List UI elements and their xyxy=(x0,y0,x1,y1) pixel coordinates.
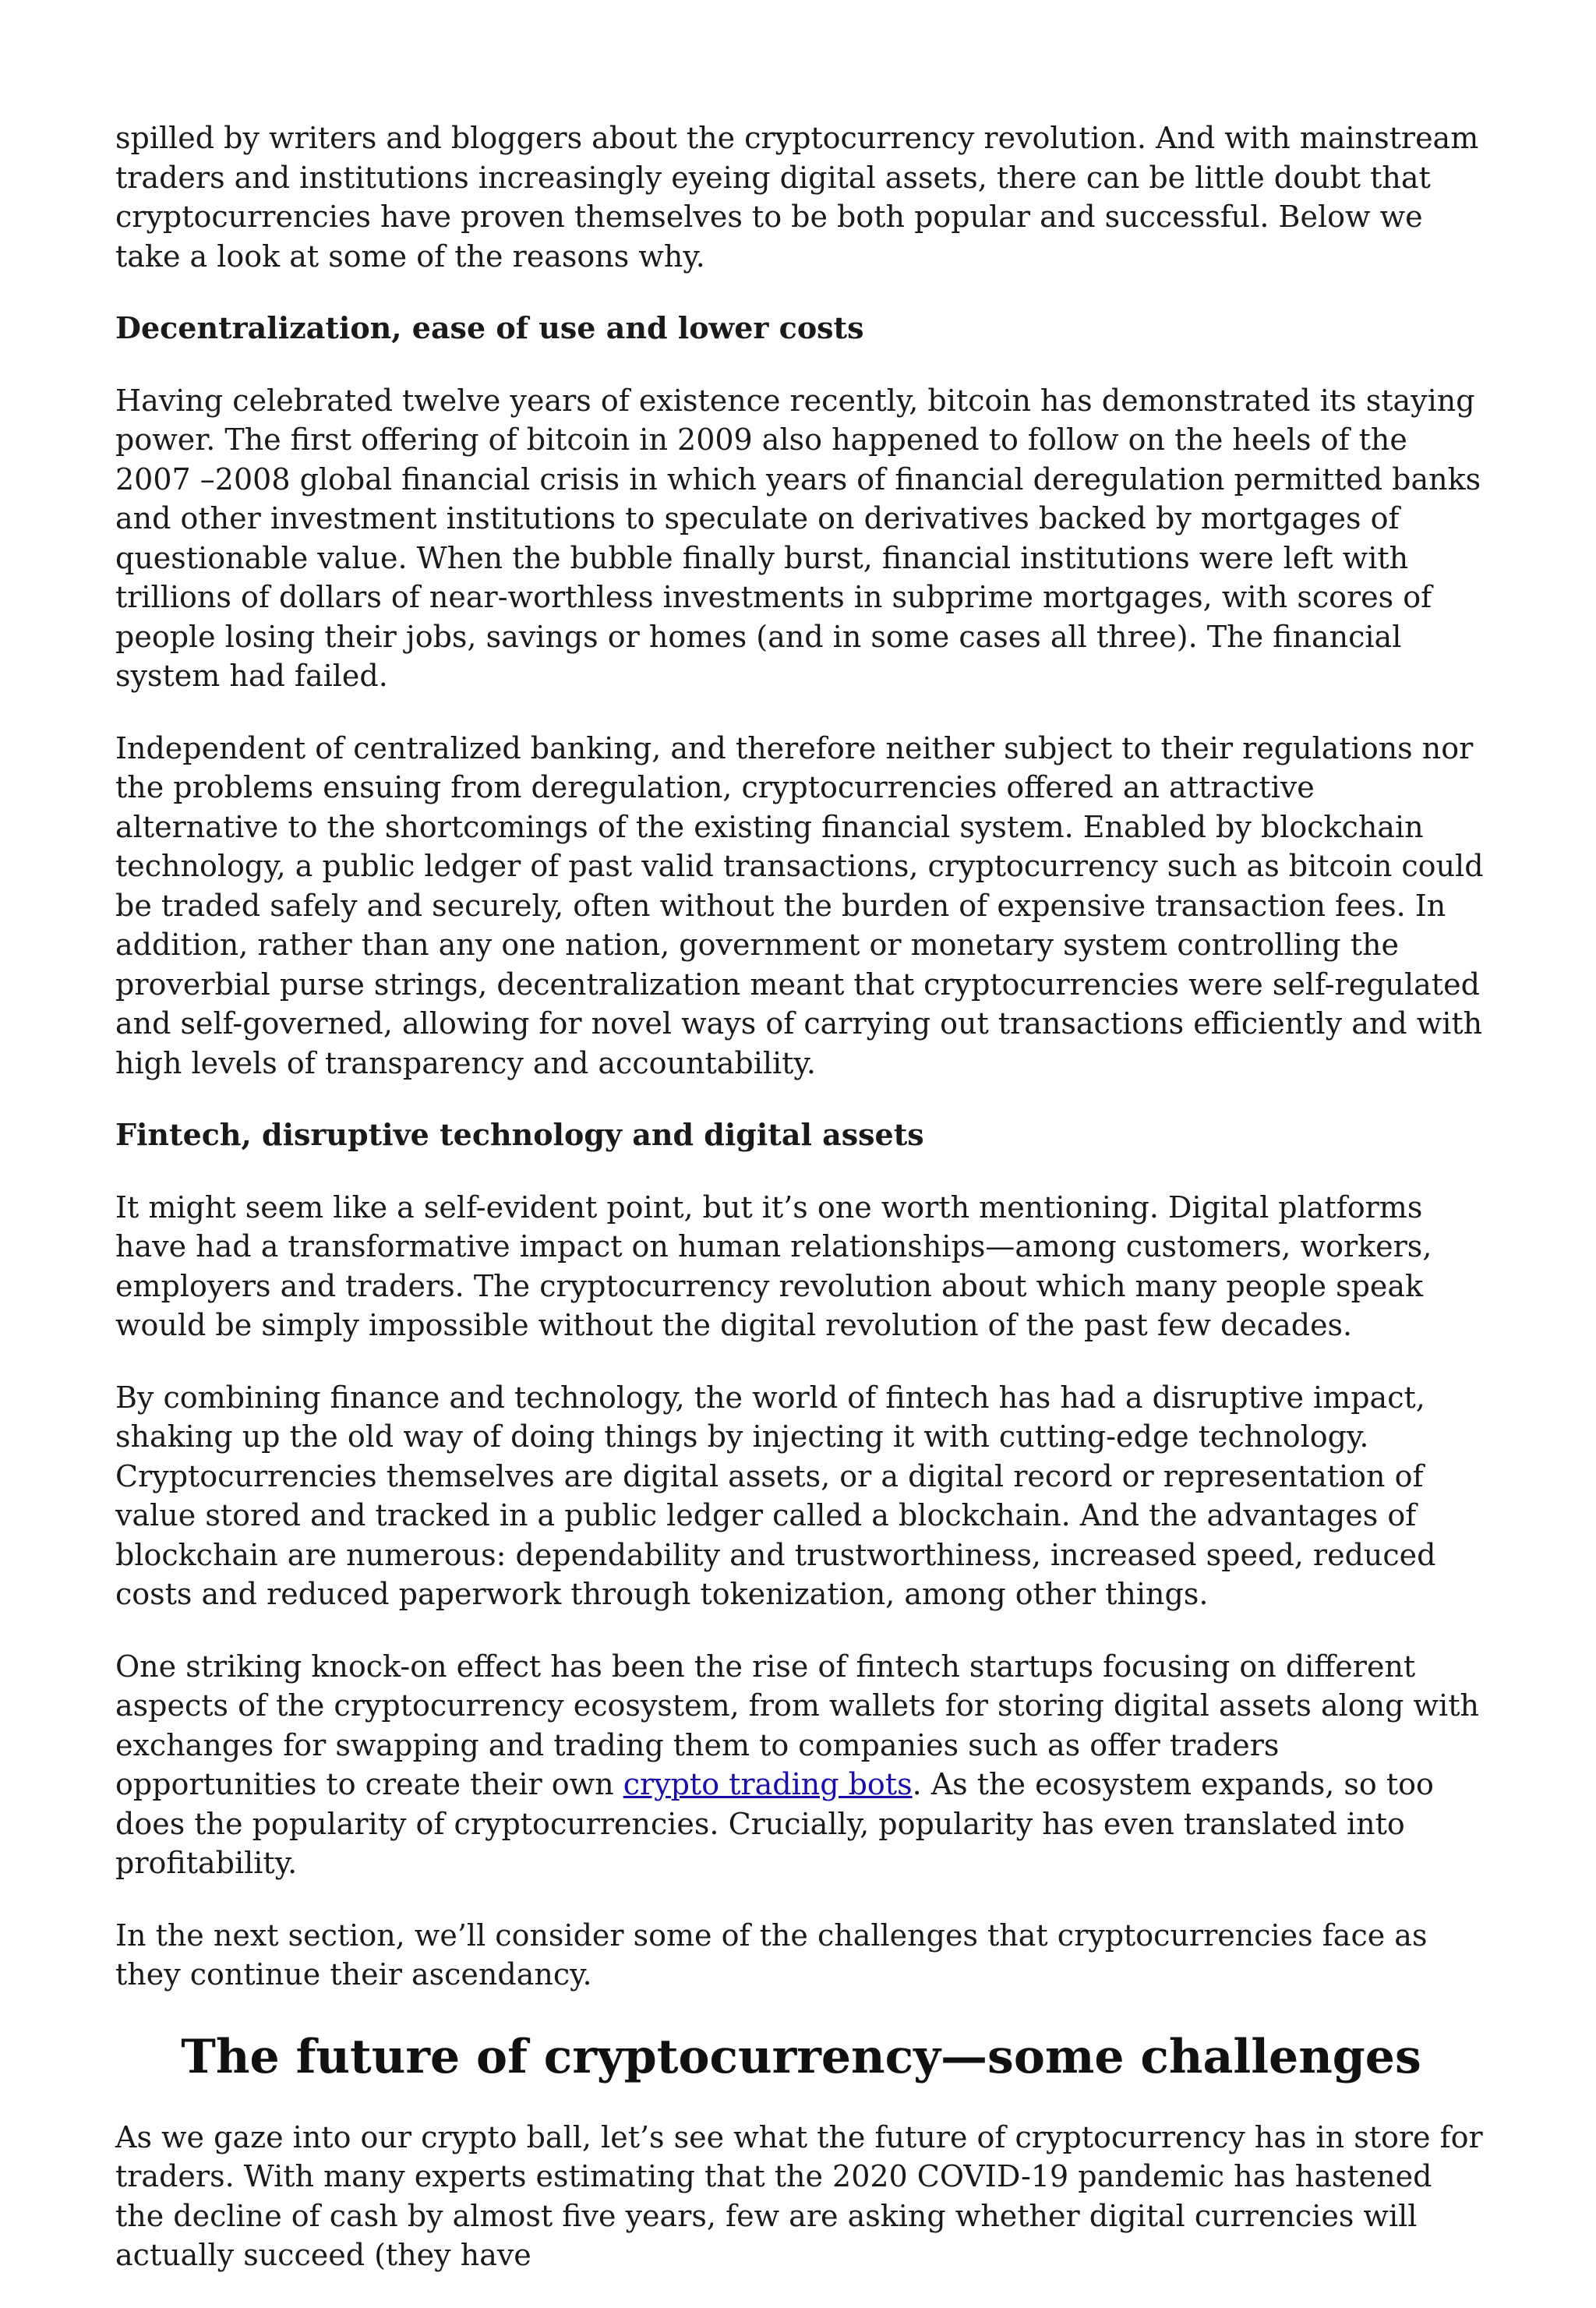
section-heading-decentralization: Decentralization, ease of use and lower costs xyxy=(115,310,864,345)
paragraph-bitcoin-history: Having celebrated twelve years of existence recently, bitcoin has demonstrated its staying power. The first offering of bitcoin in 2009 also happened to follow on the heels of the 2007 –2008 global financial crisis in which years of financial deregulation permitted banks and other investment institutions to speculate on derivatives backed by mortgages of questionable value. When the bubble finally burst, financial institutions were left with trillions of dollars of near-worthless investments in subprime mortgages, with scores of people losing their jobs, savings or homes (and in some cases all three). The financial system had failed. xyxy=(115,383,1481,693)
paragraph-crypto-ball: As we gaze into our crypto ball, let’s see what the future of cryptocurrency has in store for traders. With many experts estimating that the 2020 COVID-19 pandemic has hastened the decline of cash by almost five years, few are asking whether digital currencies will actually succeed (they have xyxy=(115,2119,1483,2272)
paragraph-fintech-disruption: By combining finance and technology, the world of fintech has had a disruptive impact, shaking up the old way of doing things by injecting it with cutting-edge technology. Cryptocurrencies themselves are digital assets, or a digital record or representation of value stored and tracked in a public ledger called a blockchain. And the advantages of blockchain are numerous: dependability and trustworthiness, increased speed, reduced costs and reduced paperwork through tokenization, among other things. xyxy=(115,1380,1436,1611)
paragraph-digital-platforms: It might seem like a self-evident point, but it’s one worth mentioning. Digital platforms have had a transformative impact on human relationships—among customers, workers, employers and traders. The cryptocurrency revolution about which many people speak would be simply impossible without the digital revolution of the past few decades. xyxy=(115,1189,1432,1342)
heading-future-of-cryptocurrency: The future of cryptocurrency—some challenges xyxy=(181,2029,1421,2084)
section-heading-fintech: Fintech, disruptive technology and digital assets xyxy=(115,1117,924,1152)
article-body xyxy=(115,118,1487,2308)
paragraph-fintech-startups xyxy=(115,1647,1487,1883)
paragraph-centralized-banking: Independent of centralized banking, and therefore neither subject to their regulations nor the problems ensuing from deregulation, cryptocurrencies offered an attractive alternative to the shortcomings of the existing financial system. Enabled by blockchain technology, a public ledger of past valid transactions, cryptocurrency such as bitcoin could be traded safely and securely, often without the burden of expensive transaction fees. In addition, rather than any one nation, government or monetary system controlling the proverbial purse strings, decentralization meant that cryptocurrencies were self-regulated and self-governed, allowing for novel ways of carrying out transactions efficiently and with high levels of transparency and accountability. xyxy=(115,730,1484,1080)
crypto-trading-bots-link[interactable]: crypto trading bots xyxy=(623,1767,913,1801)
paragraph-intro: spilled by writers and bloggers about the cryptocurrency revolution. And with mainstream traders and institutions increasingly eyeing digital assets, there can be little doubt that cryptocurrencies have proven themselves to be both popular and successful. Below we take a look at some of the reasons why. xyxy=(115,121,1479,274)
paragraph-next-section: In the next section, we’ll consider some of the challenges that cryptocurrencies face as they continue their ascendancy. xyxy=(115,1917,1428,1992)
paragraph-text-after-link: . As the ecosystem expands, so too does the popularity of cryptocurrencies. Crucially, popularity has even translated into profitability. xyxy=(115,1767,1434,1880)
paragraph-text-before-link: One striking knock-on effect has been the rise of fintech startups focusing on different aspects of the cryptocurrency ecosystem, from wallets for storing digital assets along with exchanges for swapping and trading them to companies such as offer traders opportunities to create their own xyxy=(115,1649,1479,1801)
